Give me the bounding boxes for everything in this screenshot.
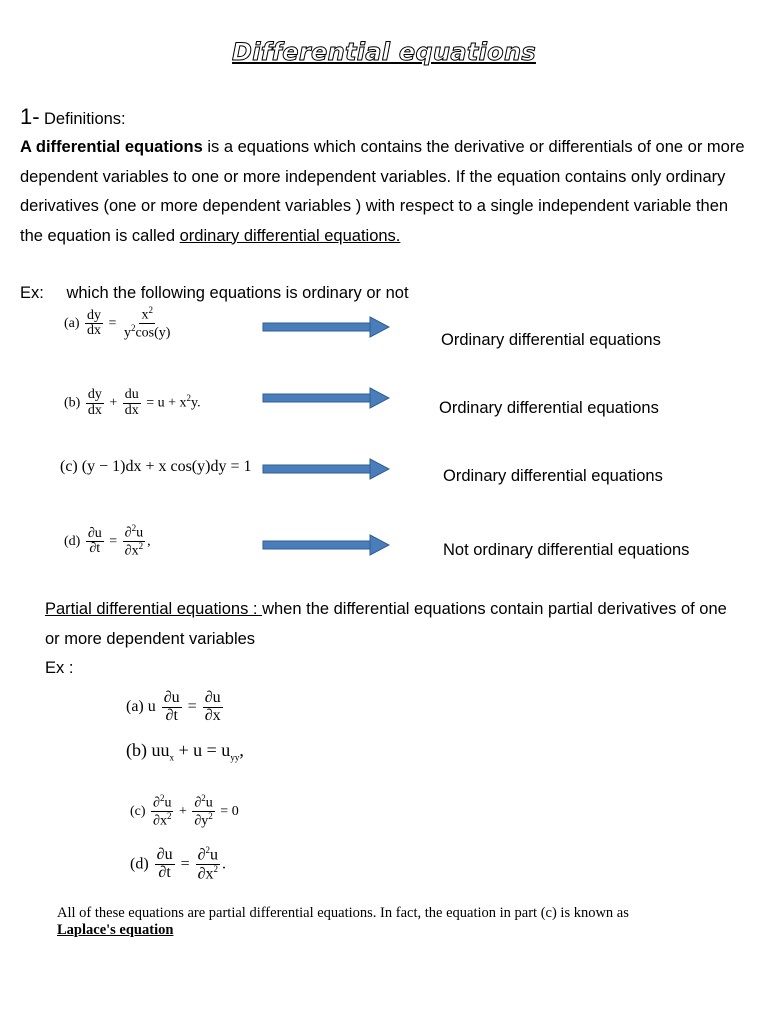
ode-result-d: Not ordinary differential equations (443, 541, 690, 559)
ode-equation-b: (b) $\frac{dy}{dx}$ + $\frac{du}{dx}$ = $u + x^2y$. (64, 387, 201, 418)
pde-equation-b: (b) $uu_x + u = u_{yy}$, (126, 740, 244, 763)
ode-result-b: Ordinary differential equations (439, 399, 659, 417)
example-intro (20, 279, 409, 309)
section-number: 1- (20, 104, 40, 129)
definition-paragraph (20, 133, 755, 251)
pde-equation-a: (a) u $\frac{\partial u}{\partial t}$ = $\frac{\partial u}{\partial x}$ (126, 689, 221, 724)
section-heading (20, 104, 126, 135)
arrow-icon (262, 316, 390, 338)
example-text: which the following equations is ordinary or not (66, 284, 409, 302)
ordinary-term: ordinary differential equations. (179, 226, 401, 245)
partial-ex-label: Ex : (45, 659, 74, 677)
laplace-note (57, 905, 737, 939)
arrow-icon (262, 387, 390, 409)
partial-text: when the differential equations contain partial derivatives of one or more dependent variables (45, 600, 727, 648)
section-title: Definitions: (44, 110, 126, 128)
definition-term: A differential equations (20, 138, 203, 156)
ode-result-a: Ordinary differential equations (441, 331, 661, 349)
partial-definition (45, 595, 745, 654)
partial-term: Partial differential equations : (45, 600, 263, 618)
pde-equation-c: (c) $\frac{\partial^2u}{\partial x^2}$ + $\frac{\partial^2u}{\partial y^2}$ = 0 (130, 793, 239, 829)
ode-equation-d: (d) $\frac{\partial u}{\partial t}$ = $\frac{\partial^2u}{\partial x^2}$ , (64, 523, 151, 559)
definition-text: is a equations which contains the derivative or differentials of one or more dependent variables to one or more independent variables. If the equation contains only ordinary derivatives (one or more dependent variables ) with respect to a single independent variable then the equation is called (20, 138, 745, 245)
example-prefix: Ex: (20, 284, 44, 302)
ode-result-c: Ordinary differential equations (443, 467, 663, 485)
arrow-icon (262, 534, 390, 556)
laplace-term: Laplace's equation (57, 922, 174, 938)
arrow-icon (262, 458, 390, 480)
ode-equation-c: (c) (y − 1)dx + x cos(y)dy = 1 (60, 458, 252, 475)
pde-equation-d: (d) $\frac{\partial u}{\partial t}$ = $\frac{\partial^2u}{\partial x^2}$ . (130, 845, 226, 883)
ode-equation-a: (a) $\frac{dy}{dx}$ = $\frac{x^2}{y^2\cos(y)}$ (64, 305, 171, 341)
note-text: All of these equations are partial differential equations. In fact, the equation in part (c) is known as (57, 905, 629, 921)
page-title: Differential equations (232, 38, 536, 66)
